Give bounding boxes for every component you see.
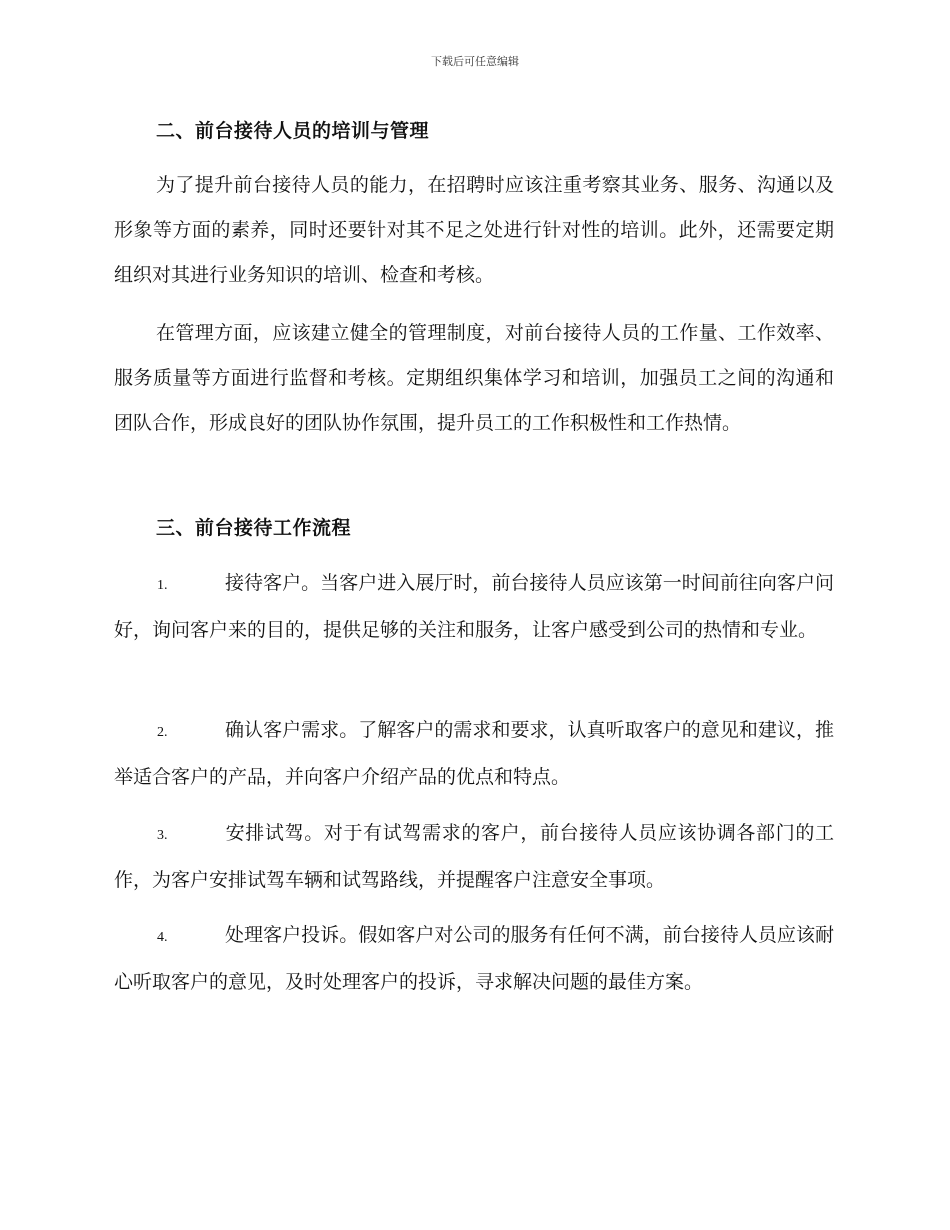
list-item-text: 安排试驾。对于有试驾需求的客户，前台接待人员应该协调各部门的工作，为客户安排试驾车辆和试驾路线，并提醒客户注意安全事项。 bbox=[114, 822, 834, 891]
paragraph-management: 在管理方面，应该建立健全的管理制度，对前台接待人员的工作量、工作效率、服务质量等方面进行监督和考核。定期组织集体学习和培训，加强员工之间的沟通和团队合作，形成良好的团队协作氛围，提升员工的工作积极性和工作热情。 bbox=[114, 322, 834, 434]
list-item-number: 1. bbox=[157, 578, 168, 593]
list-item-number: 4. bbox=[157, 930, 168, 945]
section-heading-training: 二、前台接待人员的培训与管理 bbox=[156, 120, 430, 142]
list-item bbox=[114, 561, 834, 653]
page-header: 下载后可任意编辑 bbox=[431, 55, 519, 68]
list-item-text: 确认客户需求。了解客户的需求和要求，认真听取客户的意见和建议，推举适合客户的产品，并向客户介绍产品的优点和特点。 bbox=[114, 719, 834, 788]
list-item bbox=[114, 811, 834, 903]
list-item-text: 接待客户。当客户进入展厅时，前台接待人员应该第一时间前往向客户问好，询问客户来的目的，提供足够的关注和服务，让客户感受到公司的热情和专业。 bbox=[114, 572, 834, 641]
list-item-number: 3. bbox=[157, 828, 168, 843]
list-item bbox=[114, 913, 834, 1005]
section-heading-workflow: 三、前台接待工作流程 bbox=[156, 517, 352, 539]
list-item-number: 2. bbox=[157, 725, 168, 740]
paragraph-training: 为了提升前台接待人员的能力，在招聘时应该注重考察其业务、服务、沟通以及形象等方面的素养，同时还要针对其不足之处进行针对性的培训。此外，还需要定期组织对其进行业务知识的培训、检查和考核。 bbox=[114, 174, 834, 286]
list-item-text: 处理客户投诉。假如客户对公司的服务有任何不满，前台接待人员应该耐心听取客户的意见，及时处理客户的投诉，寻求解决问题的最佳方案。 bbox=[114, 924, 834, 993]
list-item bbox=[114, 708, 834, 800]
